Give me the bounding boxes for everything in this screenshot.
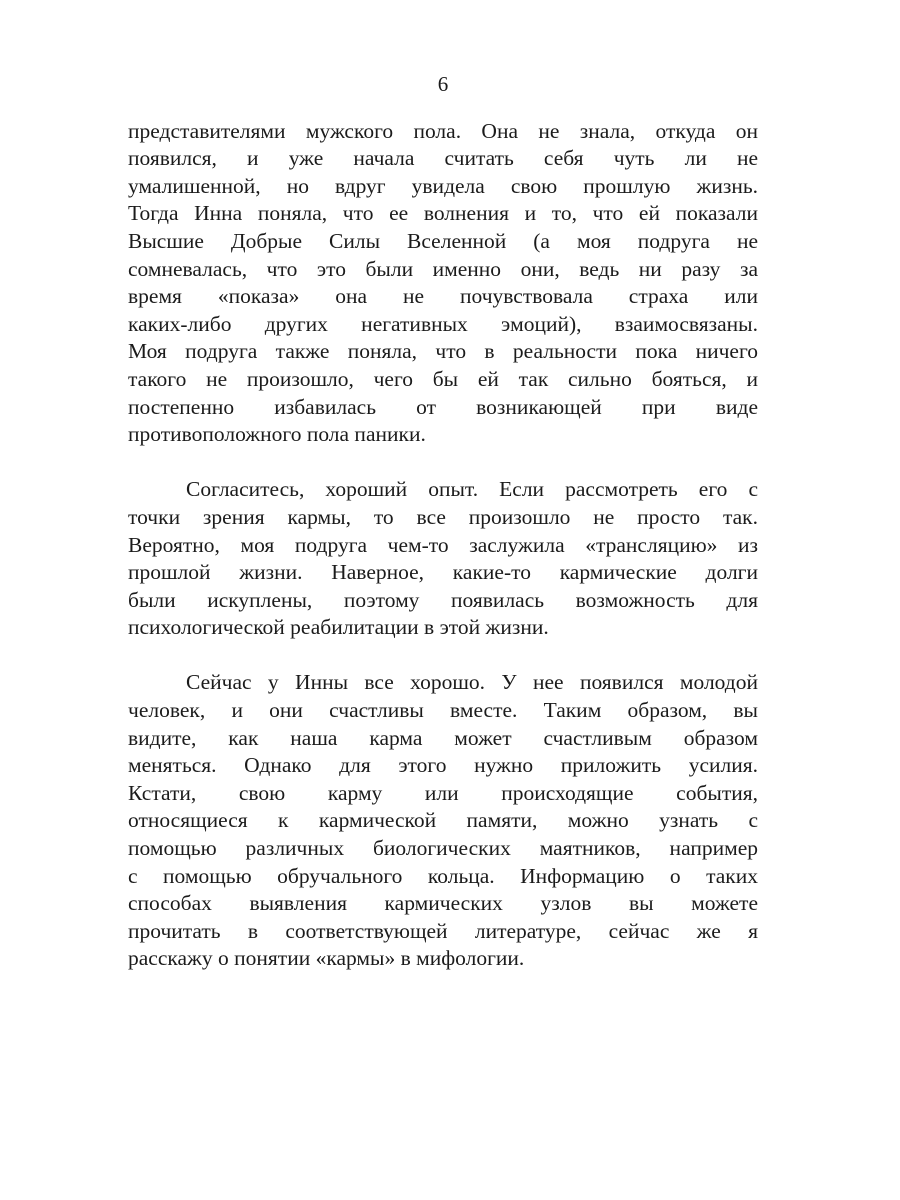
text-line: постепенно избавилась от возникающей при виде (128, 394, 758, 419)
text-line: Сейчас у Инны все хорошо. У нее появился молодой (186, 670, 758, 695)
text-line: расскажу о понятии «кармы» в мифологии. (128, 946, 525, 971)
text-line: Вероятно, моя подруга чем-то заслужила «трансляцию» из (128, 532, 758, 557)
text-line: прошлой жизни. Наверное, какие-то кармические долги (128, 560, 758, 585)
text-line: Кстати, свою карму или происходящие события, (128, 780, 758, 805)
page-number: 6 (437, 72, 449, 96)
text-line: противоположного пола паники. (128, 422, 426, 447)
text-line: сомневалась, что это были именно они, ведь ни разу за (128, 256, 758, 281)
text-line: были искуплены, поэтому появилась возможность для (128, 587, 758, 612)
text-line: способах выявления кармических узлов вы можете (128, 891, 758, 916)
text-line: Моя подруга также поняла, что в реальности пока ничего (128, 339, 758, 364)
text-line: прочитать в соответствующей литературе, сейчас же я (128, 918, 758, 943)
paragraph (128, 118, 758, 449)
text-line: точки зрения кармы, то все произошло не просто так. (128, 504, 758, 529)
text-line: Тогда Инна поняла, что ее волнения и то, что ей показали (128, 201, 758, 226)
text-line: Высшие Добрые Силы Вселенной (а моя подруга не (128, 228, 758, 253)
text-line: психологической реабилитации в этой жизни. (128, 615, 549, 640)
text-line: меняться. Однако для этого нужно приложить усилия. (128, 753, 758, 778)
text-line: помощью различных биологических маятников, например (128, 836, 758, 861)
text-line: видите, как наша карма может счастливым образом (128, 725, 758, 750)
paragraph (128, 476, 758, 642)
text-line: время «показа» она не почувствовала страха или (128, 284, 758, 309)
text-line: представителями мужского пола. Она не знала, откуда он (128, 118, 758, 143)
text-line: появился, и уже начала считать себя чуть ли не (128, 146, 758, 171)
text-block (128, 118, 758, 973)
text-line: умалишенной, но вдруг увидела свою прошлую жизнь. (128, 173, 758, 198)
text-line: человек, и они счастливы вместе. Таким образом, вы (128, 698, 758, 723)
text-line: Согласитесь, хороший опыт. Если рассмотреть его с (186, 477, 758, 502)
text-line: каких-либо других негативных эмоций), взаимосвязаны. (128, 311, 758, 336)
text-line: такого не произошло, чего бы ей так сильно бояться, и (128, 366, 758, 391)
text-line: с помощью обручального кольца. Информацию о таких (128, 863, 758, 888)
text-line: относящиеся к кармической памяти, можно узнать с (128, 808, 758, 833)
paragraph (128, 669, 758, 973)
